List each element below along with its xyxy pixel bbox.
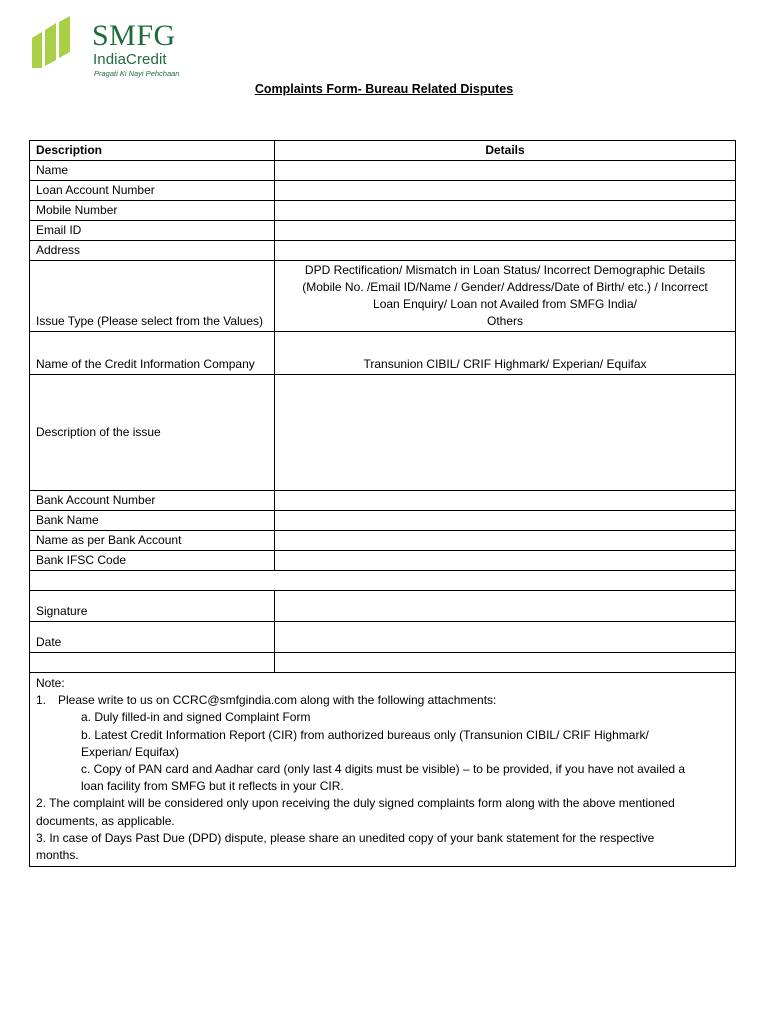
- label-name: Name: [30, 161, 275, 181]
- field-address[interactable]: [275, 241, 736, 261]
- field-issue-description[interactable]: [275, 375, 736, 491]
- label-credit-info-company: Name of the Credit Information Company: [30, 332, 275, 375]
- note-item-3: 3. In case of Days Past Due (DPD) dispute, please share an unedited copy of your bank statement for the respective: [36, 830, 655, 845]
- note-sub-c: c. Copy of PAN card and Aadhar card (only last 4 digits must be visible) – to be provided, if you have not availed a: [81, 762, 686, 777]
- blank-cell: [30, 653, 275, 673]
- label-address: Address: [30, 241, 275, 261]
- blank-cell: [275, 653, 736, 673]
- form-title: Complaints Form- Bureau Related Disputes: [254, 82, 514, 96]
- issue-value-line: Others: [486, 314, 523, 328]
- note-item-2: 2. The complaint will be considered only upon receiving the duly signed complaints form along with the above mentioned: [36, 796, 675, 811]
- label-issue-type: Issue Type (Please select from the Values): [30, 261, 275, 332]
- label-bank-ifsc-code: Bank IFSC Code: [30, 551, 275, 571]
- field-issue-type[interactable]: [275, 261, 736, 332]
- label-mobile-number: Mobile Number: [30, 201, 275, 221]
- note-item-3-cont: months.: [36, 848, 79, 863]
- field-name-as-per-bank[interactable]: [275, 531, 736, 551]
- smfg-logo: [30, 16, 200, 80]
- note-item-1: [36, 692, 729, 709]
- note-heading: Note:: [36, 676, 65, 690]
- field-credit-info-company[interactable]: Transunion CIBIL/ CRIF Highmark/ Experian/ Equifax: [275, 332, 736, 375]
- complaint-form-table: [29, 140, 736, 867]
- label-issue-description: Description of the issue: [30, 375, 275, 491]
- note-sub-a: a. Duly filled-in and signed Complaint Form: [81, 710, 311, 725]
- brand-name: SMFG: [92, 19, 176, 52]
- brand-tagline: Pragati Ki Nayi Pehchaan: [94, 69, 180, 78]
- issue-value-line: DPD Rectification/ Mismatch in Loan Status/ Incorrect Demographic Details: [304, 263, 706, 277]
- field-bank-name[interactable]: [275, 511, 736, 531]
- note-sub-b: b. Latest Credit Information Report (CIR) from authorized bureaus only (Transunion CIBIL/ CRIF Highmark/: [81, 727, 649, 742]
- note-item-1-text: Please write to us on CCRC@smfgindia.com along with the following attachments:: [58, 693, 497, 708]
- brand-subname: IndiaCredit: [93, 51, 167, 68]
- issue-value-line: Loan Enquiry/ Loan not Availed from SMFG India/: [373, 297, 637, 311]
- note-item-2-cont: documents, as applicable.: [36, 813, 175, 828]
- field-signature[interactable]: [275, 591, 736, 622]
- field-loan-account-number[interactable]: [275, 181, 736, 201]
- label-signature: Signature: [30, 591, 275, 622]
- note-item-number: 1.: [36, 693, 47, 708]
- field-date[interactable]: [275, 622, 736, 653]
- logo-mark-icon: [30, 16, 74, 70]
- field-name[interactable]: [275, 161, 736, 181]
- field-bank-account-number[interactable]: [275, 491, 736, 511]
- label-date: Date: [30, 622, 275, 653]
- blank-spacer-row: [30, 571, 736, 591]
- column-header-details: Details: [275, 141, 736, 161]
- field-bank-ifsc-code[interactable]: [275, 551, 736, 571]
- note-sub-c-cont: loan facility from SMFG but it reflects in your CIR.: [81, 779, 344, 794]
- label-name-as-per-bank: Name as per Bank Account: [30, 531, 275, 551]
- field-mobile-number[interactable]: [275, 201, 736, 221]
- field-email-id[interactable]: [275, 221, 736, 241]
- column-header-description: Description: [30, 141, 275, 161]
- label-loan-account-number: Loan Account Number: [30, 181, 275, 201]
- issue-value-line: (Mobile No. /Email ID/Name / Gender/ Address/Date of Birth/ etc.) / Incorrect: [302, 280, 708, 294]
- label-bank-name: Bank Name: [30, 511, 275, 531]
- label-email-id: Email ID: [30, 221, 275, 241]
- notes-section: [30, 673, 736, 867]
- note-sub-b-cont: Experian/ Equifax): [81, 744, 180, 759]
- label-bank-account-number: Bank Account Number: [30, 491, 275, 511]
